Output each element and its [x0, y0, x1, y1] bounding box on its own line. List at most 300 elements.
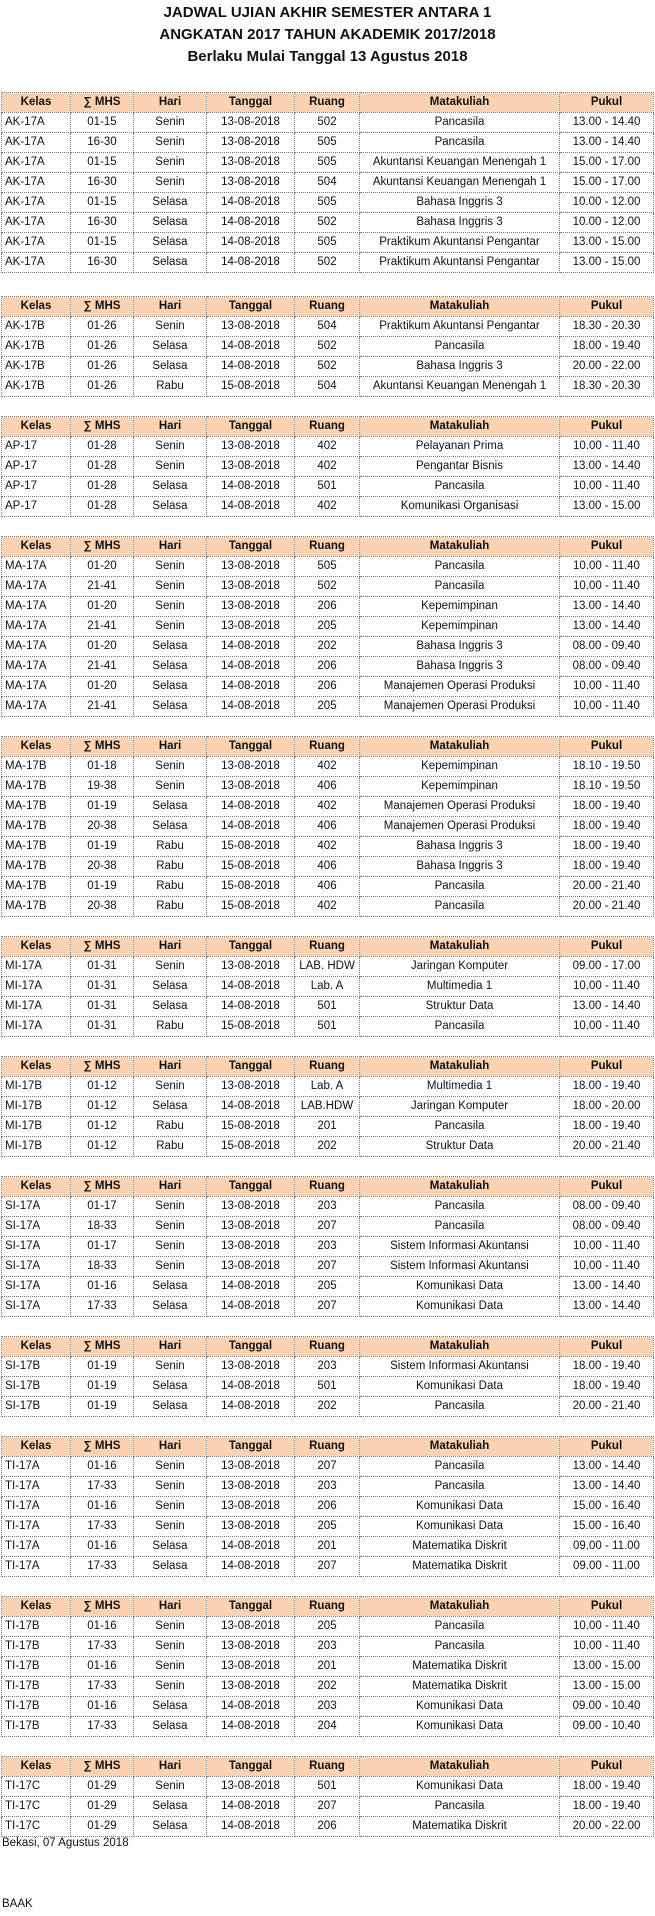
schedule-section: [1, 92, 653, 273]
header-ruang: Ruang: [295, 537, 360, 557]
cell-kelas: TI-17A: [2, 1537, 71, 1557]
cell-mhs: 20-38: [71, 897, 134, 917]
cell-hari: Selasa: [134, 997, 207, 1017]
table-row: [2, 1637, 654, 1657]
cell-mhs: 01-20: [71, 557, 134, 577]
cell-pukul: 09.00 - 11.00: [560, 1537, 654, 1557]
cell-mhs: 01-20: [71, 637, 134, 657]
cell-kelas: MI-17A: [2, 997, 71, 1017]
header-pukul: Pukul: [560, 1337, 654, 1357]
cell-mhs: 01-17: [71, 1197, 134, 1217]
header-row: [2, 1337, 654, 1357]
cell-ruang: 502: [295, 213, 360, 233]
cell-tanggal: 14-08-2018: [207, 997, 295, 1017]
cell-tanggal: 13-08-2018: [207, 1477, 295, 1497]
cell-pukul: 20.00 - 21.40: [560, 877, 654, 897]
header-ruang: Ruang: [295, 297, 360, 317]
cell-matakuliah: Akuntansi Keuangan Menengah 1: [360, 377, 560, 397]
footer-place-date: Bekasi, 07 Agustus 2018: [2, 1837, 129, 1849]
cell-kelas: MA-17A: [2, 557, 71, 577]
table-row: [2, 1717, 654, 1737]
table-row: [2, 1537, 654, 1557]
header-ruang: Ruang: [295, 417, 360, 437]
cell-kelas: AP-17: [2, 477, 71, 497]
cell-hari: Senin: [134, 1357, 207, 1377]
cell-ruang: 504: [295, 173, 360, 193]
table-row: [2, 1657, 654, 1677]
cell-ruang: 207: [295, 1257, 360, 1277]
header-kelas: Kelas: [2, 1597, 71, 1617]
header-hari: Hari: [134, 1057, 207, 1077]
cell-pukul: 09.00 - 10.40: [560, 1697, 654, 1717]
cell-matakuliah: Pancasila: [360, 1477, 560, 1497]
schedule-table: [1, 1756, 654, 1837]
cell-kelas: TI-17A: [2, 1517, 71, 1537]
cell-kelas: TI-17B: [2, 1617, 71, 1637]
cell-tanggal: 14-08-2018: [207, 1797, 295, 1817]
header-tanggal: Tanggal: [207, 1597, 295, 1617]
cell-tanggal: 14-08-2018: [207, 1537, 295, 1557]
cell-matakuliah: Kepemimpinan: [360, 757, 560, 777]
cell-ruang: 402: [295, 897, 360, 917]
cell-mhs: 01-12: [71, 1117, 134, 1137]
cell-hari: Senin: [134, 133, 207, 153]
cell-tanggal: 14-08-2018: [207, 213, 295, 233]
header-row: [2, 93, 654, 113]
cell-matakuliah: Pancasila: [360, 477, 560, 497]
cell-mhs: 01-20: [71, 677, 134, 697]
cell-mhs: 18-33: [71, 1257, 134, 1277]
cell-pukul: 20.00 - 21.40: [560, 1137, 654, 1157]
cell-matakuliah: Pancasila: [360, 1397, 560, 1417]
table-row: [2, 557, 654, 577]
cell-tanggal: 14-08-2018: [207, 337, 295, 357]
cell-hari: Senin: [134, 1257, 207, 1277]
header-tanggal: Tanggal: [207, 737, 295, 757]
cell-ruang: 406: [295, 857, 360, 877]
schedule-table: [1, 1056, 654, 1157]
table-row: [2, 173, 654, 193]
header-tanggal: Tanggal: [207, 1337, 295, 1357]
cell-matakuliah: Pancasila: [360, 1217, 560, 1237]
cell-hari: Rabu: [134, 1137, 207, 1157]
cell-ruang: 203: [295, 1477, 360, 1497]
header-matakuliah: Matakuliah: [360, 1437, 560, 1457]
header-mhs: ∑ MHS: [71, 417, 134, 437]
cell-kelas: MA-17B: [2, 877, 71, 897]
cell-ruang: 202: [295, 1137, 360, 1157]
header-kelas: Kelas: [2, 1337, 71, 1357]
cell-mhs: 01-15: [71, 153, 134, 173]
cell-tanggal: 14-08-2018: [207, 233, 295, 253]
cell-matakuliah: Bahasa Inggris 3: [360, 637, 560, 657]
cell-matakuliah: Komunikasi Data: [360, 1777, 560, 1797]
cell-hari: Senin: [134, 1497, 207, 1517]
header-pukul: Pukul: [560, 1057, 654, 1077]
cell-matakuliah: Matematika Diskrit: [360, 1677, 560, 1697]
cell-matakuliah: Praktikum Akuntansi Pengantar: [360, 317, 560, 337]
cell-kelas: MI-17B: [2, 1097, 71, 1117]
cell-mhs: 17-33: [71, 1297, 134, 1317]
header-kelas: Kelas: [2, 297, 71, 317]
table-row: [2, 697, 654, 717]
cell-kelas: TI-17A: [2, 1497, 71, 1517]
cell-pukul: 15.00 - 17.00: [560, 173, 654, 193]
table-row: [2, 1497, 654, 1517]
cell-tanggal: 13-08-2018: [207, 1217, 295, 1237]
cell-pukul: 10.00 - 11.40: [560, 477, 654, 497]
cell-ruang: 206: [295, 677, 360, 697]
header-ruang: Ruang: [295, 737, 360, 757]
header-mhs: ∑ MHS: [71, 537, 134, 557]
cell-hari: Selasa: [134, 1097, 207, 1117]
header-tanggal: Tanggal: [207, 417, 295, 437]
cell-ruang: 402: [295, 797, 360, 817]
cell-kelas: AP-17: [2, 497, 71, 517]
cell-tanggal: 14-08-2018: [207, 977, 295, 997]
cell-tanggal: 14-08-2018: [207, 1397, 295, 1417]
cell-matakuliah: Pancasila: [360, 897, 560, 917]
cell-ruang: 505: [295, 153, 360, 173]
cell-hari: Selasa: [134, 1277, 207, 1297]
cell-tanggal: 14-08-2018: [207, 1297, 295, 1317]
cell-pukul: 20.00 - 21.40: [560, 897, 654, 917]
header-mhs: ∑ MHS: [71, 93, 134, 113]
cell-hari: Rabu: [134, 897, 207, 917]
header-hari: Hari: [134, 1177, 207, 1197]
cell-matakuliah: Komunikasi Data: [360, 1497, 560, 1517]
cell-kelas: MA-17B: [2, 837, 71, 857]
cell-matakuliah: Komunikasi Data: [360, 1277, 560, 1297]
table-row: [2, 897, 654, 917]
cell-mhs: 01-18: [71, 757, 134, 777]
table-row: [2, 113, 654, 133]
cell-tanggal: 14-08-2018: [207, 497, 295, 517]
cell-mhs: 01-12: [71, 1077, 134, 1097]
cell-hari: Senin: [134, 577, 207, 597]
cell-tanggal: 13-08-2018: [207, 1617, 295, 1637]
cell-mhs: 01-12: [71, 1137, 134, 1157]
cell-hari: Selasa: [134, 357, 207, 377]
cell-pukul: 20.00 - 22.00: [560, 357, 654, 377]
header-tanggal: Tanggal: [207, 1437, 295, 1457]
cell-kelas: AK-17A: [2, 133, 71, 153]
header-row: [2, 937, 654, 957]
cell-ruang: 502: [295, 577, 360, 597]
cell-ruang: 205: [295, 1277, 360, 1297]
cell-kelas: MA-17B: [2, 817, 71, 837]
cell-ruang: 202: [295, 1397, 360, 1417]
cell-ruang: LAB. HDW: [295, 957, 360, 977]
cell-matakuliah: Komunikasi Data: [360, 1697, 560, 1717]
cell-mhs: 21-41: [71, 617, 134, 637]
cell-mhs: 01-16: [71, 1617, 134, 1637]
cell-ruang: 505: [295, 133, 360, 153]
schedule-section: [1, 1756, 653, 1837]
cell-mhs: 01-16: [71, 1497, 134, 1517]
cell-pukul: 10.00 - 11.40: [560, 1637, 654, 1657]
cell-ruang: 207: [295, 1297, 360, 1317]
cell-tanggal: 15-08-2018: [207, 1017, 295, 1037]
cell-kelas: SI-17A: [2, 1237, 71, 1257]
cell-kelas: MI-17A: [2, 1017, 71, 1037]
cell-tanggal: 14-08-2018: [207, 253, 295, 273]
cell-tanggal: 15-08-2018: [207, 377, 295, 397]
schedule-table: [1, 536, 654, 717]
cell-kelas: MA-17A: [2, 697, 71, 717]
cell-kelas: TI-17B: [2, 1677, 71, 1697]
cell-tanggal: 13-08-2018: [207, 597, 295, 617]
table-row: [2, 757, 654, 777]
schedule-section: [1, 536, 653, 717]
cell-pukul: 13.00 - 14.40: [560, 1477, 654, 1497]
cell-pukul: 18.00 - 19.40: [560, 817, 654, 837]
cell-hari: Selasa: [134, 1797, 207, 1817]
cell-pukul: 18.00 - 19.40: [560, 797, 654, 817]
footer-signatory: BAAK: [2, 1898, 33, 1910]
cell-matakuliah: Manajemen Operasi Produksi: [360, 817, 560, 837]
header-kelas: Kelas: [2, 93, 71, 113]
cell-kelas: MA-17A: [2, 617, 71, 637]
cell-matakuliah: Sistem Informasi Akuntansi: [360, 1257, 560, 1277]
cell-tanggal: 14-08-2018: [207, 1277, 295, 1297]
table-row: [2, 1617, 654, 1637]
cell-kelas: TI-17C: [2, 1777, 71, 1797]
cell-pukul: 10.00 - 12.00: [560, 193, 654, 213]
header-matakuliah: Matakuliah: [360, 1057, 560, 1077]
cell-hari: Selasa: [134, 797, 207, 817]
header-pukul: Pukul: [560, 537, 654, 557]
table-row: [2, 1137, 654, 1157]
table-row: [2, 1217, 654, 1237]
title-block: [0, 0, 655, 68]
cell-hari: Senin: [134, 757, 207, 777]
cell-mhs: 01-29: [71, 1797, 134, 1817]
cell-matakuliah: Kepemimpinan: [360, 597, 560, 617]
cell-mhs: 16-30: [71, 253, 134, 273]
cell-pukul: 09.00 - 17.00: [560, 957, 654, 977]
cell-mhs: 18-33: [71, 1217, 134, 1237]
cell-kelas: MI-17A: [2, 957, 71, 977]
cell-ruang: 205: [295, 1617, 360, 1637]
schedule-section: [1, 416, 653, 517]
title-line-2: ANGKATAN 2017 TAHUN AKADEMIK 2017/2018: [159, 26, 496, 43]
cell-pukul: 18.00 - 19.40: [560, 837, 654, 857]
cell-pukul: 13.00 - 14.40: [560, 457, 654, 477]
cell-tanggal: 14-08-2018: [207, 1377, 295, 1397]
header-hari: Hari: [134, 937, 207, 957]
cell-tanggal: 13-08-2018: [207, 1237, 295, 1257]
cell-mhs: 01-15: [71, 113, 134, 133]
cell-hari: Senin: [134, 1657, 207, 1677]
cell-kelas: MA-17B: [2, 797, 71, 817]
cell-kelas: TI-17B: [2, 1717, 71, 1737]
cell-hari: Senin: [134, 113, 207, 133]
cell-matakuliah: Sistem Informasi Akuntansi: [360, 1237, 560, 1257]
cell-pukul: 18.00 - 19.40: [560, 1077, 654, 1097]
header-matakuliah: Matakuliah: [360, 1177, 560, 1197]
table-row: [2, 1357, 654, 1377]
cell-kelas: TI-17A: [2, 1557, 71, 1577]
cell-mhs: 16-30: [71, 173, 134, 193]
cell-matakuliah: Pancasila: [360, 1197, 560, 1217]
cell-mhs: 01-19: [71, 1357, 134, 1377]
cell-hari: Selasa: [134, 1717, 207, 1737]
cell-mhs: 01-26: [71, 357, 134, 377]
cell-mhs: 17-33: [71, 1517, 134, 1537]
cell-mhs: 01-20: [71, 597, 134, 617]
cell-hari: Senin: [134, 1217, 207, 1237]
cell-pukul: 13.00 - 14.40: [560, 1457, 654, 1477]
cell-hari: Selasa: [134, 233, 207, 253]
cell-pukul: 10.00 - 11.40: [560, 1237, 654, 1257]
table-row: [2, 1517, 654, 1537]
cell-ruang: 402: [295, 837, 360, 857]
cell-pukul: 15.00 - 16.40: [560, 1497, 654, 1517]
cell-hari: Senin: [134, 1777, 207, 1797]
cell-matakuliah: Pancasila: [360, 1457, 560, 1477]
cell-matakuliah: Kepemimpinan: [360, 777, 560, 797]
cell-matakuliah: Komunikasi Data: [360, 1297, 560, 1317]
cell-matakuliah: Multimedia 1: [360, 977, 560, 997]
header-pukul: Pukul: [560, 1437, 654, 1457]
cell-pukul: 15.00 - 17.00: [560, 153, 654, 173]
cell-pukul: 13.00 - 15.00: [560, 1657, 654, 1677]
header-kelas: Kelas: [2, 1177, 71, 1197]
table-row: [2, 1077, 654, 1097]
cell-tanggal: 13-08-2018: [207, 777, 295, 797]
cell-tanggal: 14-08-2018: [207, 1097, 295, 1117]
cell-matakuliah: Pancasila: [360, 1797, 560, 1817]
header-matakuliah: Matakuliah: [360, 537, 560, 557]
header-hari: Hari: [134, 737, 207, 757]
cell-matakuliah: Akuntansi Keuangan Menengah 1: [360, 153, 560, 173]
cell-ruang: 504: [295, 377, 360, 397]
cell-tanggal: 13-08-2018: [207, 457, 295, 477]
schedule-section: [1, 296, 653, 397]
cell-mhs: 01-26: [71, 377, 134, 397]
cell-mhs: 17-33: [71, 1677, 134, 1697]
cell-pukul: 08.00 - 09.40: [560, 657, 654, 677]
cell-hari: Selasa: [134, 657, 207, 677]
cell-matakuliah: Komunikasi Data: [360, 1717, 560, 1737]
table-row: [2, 1017, 654, 1037]
cell-mhs: 01-19: [71, 1377, 134, 1397]
cell-ruang: 207: [295, 1217, 360, 1237]
cell-pukul: 10.00 - 12.00: [560, 213, 654, 233]
cell-kelas: MA-17B: [2, 777, 71, 797]
schedule-table: [1, 1596, 654, 1737]
cell-tanggal: 13-08-2018: [207, 153, 295, 173]
header-matakuliah: Matakuliah: [360, 737, 560, 757]
cell-tanggal: 13-08-2018: [207, 1077, 295, 1097]
cell-pukul: 18.00 - 20.00: [560, 1097, 654, 1117]
cell-ruang: LAB.HDW: [295, 1097, 360, 1117]
cell-matakuliah: Praktikum Akuntansi Pengantar: [360, 233, 560, 253]
cell-matakuliah: Bahasa Inggris 3: [360, 357, 560, 377]
cell-kelas: MA-17A: [2, 657, 71, 677]
cell-hari: Senin: [134, 153, 207, 173]
cell-pukul: 13.00 - 15.00: [560, 497, 654, 517]
cell-kelas: AK-17A: [2, 193, 71, 213]
cell-pukul: 10.00 - 11.40: [560, 557, 654, 577]
cell-ruang: 505: [295, 557, 360, 577]
cell-kelas: MA-17A: [2, 677, 71, 697]
cell-hari: Selasa: [134, 1537, 207, 1557]
cell-mhs: 01-19: [71, 877, 134, 897]
cell-ruang: 205: [295, 697, 360, 717]
cell-ruang: 203: [295, 1357, 360, 1377]
cell-kelas: MI-17B: [2, 1117, 71, 1137]
header-mhs: ∑ MHS: [71, 1337, 134, 1357]
cell-matakuliah: Pancasila: [360, 113, 560, 133]
cell-hari: Senin: [134, 1457, 207, 1477]
cell-ruang: 206: [295, 657, 360, 677]
schedule-section: [1, 1176, 653, 1317]
cell-matakuliah: Sistem Informasi Akuntansi: [360, 1357, 560, 1377]
header-tanggal: Tanggal: [207, 1177, 295, 1197]
cell-hari: Senin: [134, 1197, 207, 1217]
cell-ruang: 501: [295, 997, 360, 1017]
cell-mhs: 16-30: [71, 213, 134, 233]
cell-pukul: 13.00 - 14.40: [560, 997, 654, 1017]
cell-hari: Senin: [134, 1677, 207, 1697]
cell-mhs: 01-29: [71, 1817, 134, 1837]
cell-ruang: 502: [295, 113, 360, 133]
cell-hari: Selasa: [134, 1377, 207, 1397]
table-row: [2, 637, 654, 657]
cell-hari: Selasa: [134, 213, 207, 233]
cell-ruang: 203: [295, 1197, 360, 1217]
cell-hari: Senin: [134, 1237, 207, 1257]
cell-kelas: TI-17B: [2, 1657, 71, 1677]
cell-kelas: MA-17B: [2, 757, 71, 777]
cell-mhs: 01-16: [71, 1697, 134, 1717]
header-row: [2, 737, 654, 757]
cell-matakuliah: Struktur Data: [360, 997, 560, 1017]
table-row: [2, 1677, 654, 1697]
cell-mhs: 01-16: [71, 1457, 134, 1477]
header-pukul: Pukul: [560, 297, 654, 317]
header-mhs: ∑ MHS: [71, 1057, 134, 1077]
cell-tanggal: 15-08-2018: [207, 857, 295, 877]
table-row: [2, 133, 654, 153]
cell-mhs: 01-15: [71, 233, 134, 253]
header-kelas: Kelas: [2, 937, 71, 957]
cell-pukul: 20.00 - 21.40: [560, 1397, 654, 1417]
cell-hari: Selasa: [134, 497, 207, 517]
cell-pukul: 18.00 - 19.40: [560, 1117, 654, 1137]
cell-hari: Senin: [134, 557, 207, 577]
cell-kelas: AK-17A: [2, 253, 71, 273]
header-row: [2, 1437, 654, 1457]
cell-kelas: AP-17: [2, 457, 71, 477]
cell-kelas: SI-17A: [2, 1257, 71, 1277]
header-mhs: ∑ MHS: [71, 937, 134, 957]
cell-ruang: 206: [295, 1817, 360, 1837]
cell-pukul: 13.00 - 14.40: [560, 1277, 654, 1297]
cell-hari: Rabu: [134, 857, 207, 877]
table-row: [2, 837, 654, 857]
table-row: [2, 1817, 654, 1837]
header-row: [2, 1057, 654, 1077]
cell-mhs: 01-26: [71, 317, 134, 337]
cell-kelas: AK-17B: [2, 317, 71, 337]
table-row: [2, 1397, 654, 1417]
table-row: [2, 1697, 654, 1717]
cell-kelas: SI-17A: [2, 1277, 71, 1297]
cell-tanggal: 13-08-2018: [207, 1517, 295, 1537]
